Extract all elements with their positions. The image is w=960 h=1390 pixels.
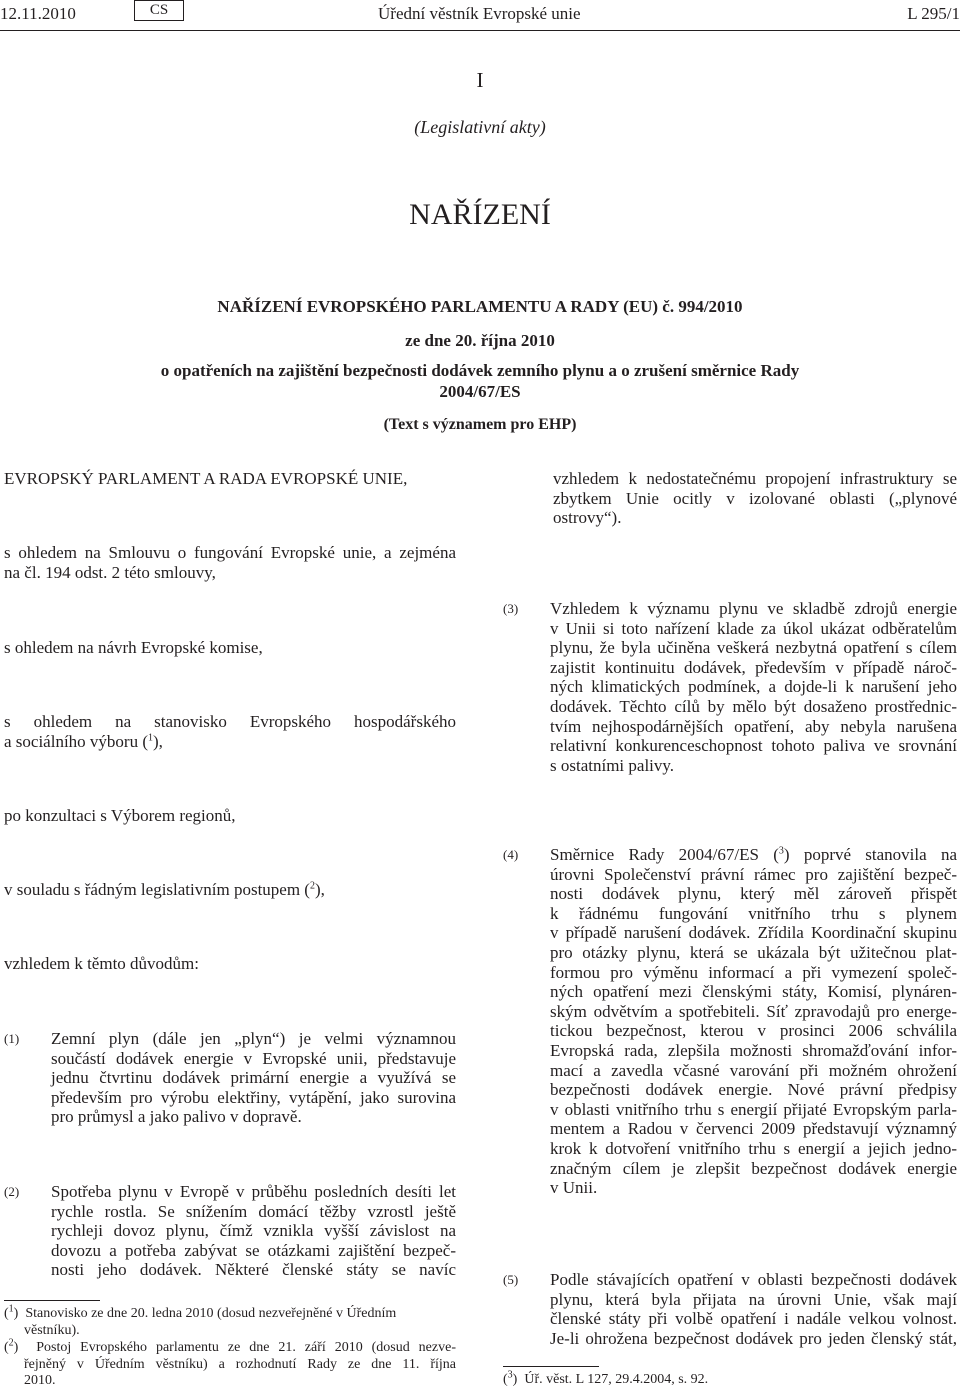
recital-4: Směrnice Rady 2004/67/ES ($^3$) poprvé stanovila na úrovni Společenství právní rámec pro zajištění bezpeč- nosti dodávek plynu, který měl zároveň přispět k řádnému fungování vnitřního trhu s plynem v případě narušení dodávek. Zřídila Koordinační skupinu pro otázky plynu, která se ukázala být užitečnou plat- formou pro výměnu informací a při vymezení společ- ných opatření mezi členskými státy, Komisí, plynáren- ským odvětvím a spotřebiteli. Síť zpravodajů pro energe- tickou bezpečnost, kterou v prosinci 2006 schválila Evropská rada, zlepšila možnosti shromažďování infor- mací a zavedla včasné varování při možném ohrožení bezpečnosti dodávek energie. Nové právní předpisy v oblasti vnitřního trhu s energií přijaté Evropským parla- mentem a Radou v červenci 2009 představují významný krok k dotvoření vnitřního trhu s energií a jejich jedno- značným cílem je zlepšit bezpečnost dodávek energie v Unii. — [550, 845, 958, 1198]
regulation-subject: o opatřeních na zajištění bezpečnosti dodávek zemního plynu a o zrušení směrnice Rady — [160, 361, 800, 380]
citation-procedure: v souladu s řádným legislativním postupem ($^2$), — [4, 880, 325, 899]
recital-2: Spotřeba plynu v Evropě v průběhu posledních desíti let rychle rostla. Se snížením domácí těžby vzrostl ještě rychleji dovoz plynu, čímž vznikla vyšší závislost na dovozu a potřeba zabývat se otázkami zajištění bezpeč- nosti jeho dodávek. Některé členské státy se navíc — [51, 1182, 456, 1280]
recital-3-number: (3) — [503, 601, 519, 616]
recital-5-number: (5) — [503, 1272, 519, 1287]
citation-treaty-1: s ohledem na Smlouvu o fungování Evropské unie, a zejména — [4, 543, 456, 562]
footnote-3: ($^3$) Úř. věst. L 127, 29.4.2004, s. 92. — [503, 1369, 709, 1387]
regulation-subject-cont: 2004/67/ES — [439, 382, 521, 401]
recital-5: Podle stávajících opatření v oblasti bezpečnosti dodávek plynu, která byla přijata na úrovni Unie, však mají členské státy při volbě opatření i nadále velkou volnost. Je-li ohrožena bezpečnost dodávek pro jeden členský stát, — [550, 1270, 957, 1348]
recital-3: Vzhledem k významu plynu ve skladbě zdrojů energie v Unii si toto nařízení klade za úkol ukázat odběratelům plynu, že byla učiněna veškerá nezbytná opatření s cílem zajistit kontinuitu dodávek, především v případě nároč- ných klimatických podmínek, a dojde-li k narušení jeho dodávek. Těchto cílů by mělo být dosaženo prostřednic- tvím nejhospodárnějších opatření, aby nebyla narušena relativní konkurenceschopnost tohoto paliva ve srovnání s ostatními palivy. — [550, 599, 957, 775]
page-number: L 295/1 — [907, 4, 960, 23]
footnote-1: ($^1$) Stanovisko ze dne 20. ledna 2010 (dosud nezveřejněné v Úředním věstníku). — [4, 1303, 397, 1338]
part-number: I — [476, 68, 484, 92]
regulation-title: NAŘÍZENÍ EVROPSKÉHO PARLAMENTU A RADY (EU) č. 994/2010 — [217, 297, 743, 316]
citation-commission: s ohledem na návrh Evropské komise, — [4, 638, 263, 657]
recital-continuation: vzhledem k nedostatečnému propojení infrastruktury se zbytkem Unie ocitly v izolované oblasti („plynové ostrovy“). — [553, 469, 957, 528]
citation-regions: po konzultaci s Výborem regionů, — [4, 806, 236, 825]
header-date: 12.11.2010 — [0, 4, 76, 23]
document-type: NAŘÍZENÍ — [409, 198, 551, 231]
header-rule — [0, 30, 960, 31]
recital-1: Zemní plyn (dále jen „plyn“) je velmi významnou součástí dodávek energie v Evropské unii, představuje jednu čtvrtinu dodávek primární energie a využívá se především pro výrobu elektřiny, vytápění, jako surovina pro průmysl a jako palivo v dopravě. — [51, 1029, 456, 1127]
citation-eesc-1: s ohledem na stanovisko Evropského hospodářského — [4, 712, 456, 731]
regulation-date: ze dne 20. října 2010 — [405, 331, 555, 350]
footnote-rule-left — [4, 1300, 100, 1301]
acts-heading: (Legislativní akty) — [414, 117, 546, 137]
recital-4-number: (4) — [503, 847, 519, 862]
citation-eesc-2: a sociálního výboru ($^1$), — [4, 732, 163, 751]
journal-title: Úřední věstník Evropské unie — [378, 4, 581, 23]
language-badge: CS — [134, 0, 184, 21]
institutions: EVROPSKÝ PARLAMENT A RADA EVROPSKÉ UNIE, — [4, 469, 408, 488]
whereas-intro: vzhledem k těmto důvodům: — [4, 954, 199, 973]
citation-treaty-2: na čl. 194 odst. 2 této smlouvy, — [4, 563, 216, 582]
footnote-rule-right — [503, 1366, 599, 1367]
recital-1-number: (1) — [4, 1031, 20, 1046]
recital-2-number: (2) — [4, 1184, 20, 1199]
footnote-2: ($^2$) Postoj Evropského parlamentu ze dne 21. září 2010 (dosud nezve- řejněný v Úředním věstníku) a rozhodnutí Rady ze dne 11. října 2010. — [4, 1337, 456, 1388]
eea-relevance: (Text s významem pro EHP) — [383, 416, 577, 433]
